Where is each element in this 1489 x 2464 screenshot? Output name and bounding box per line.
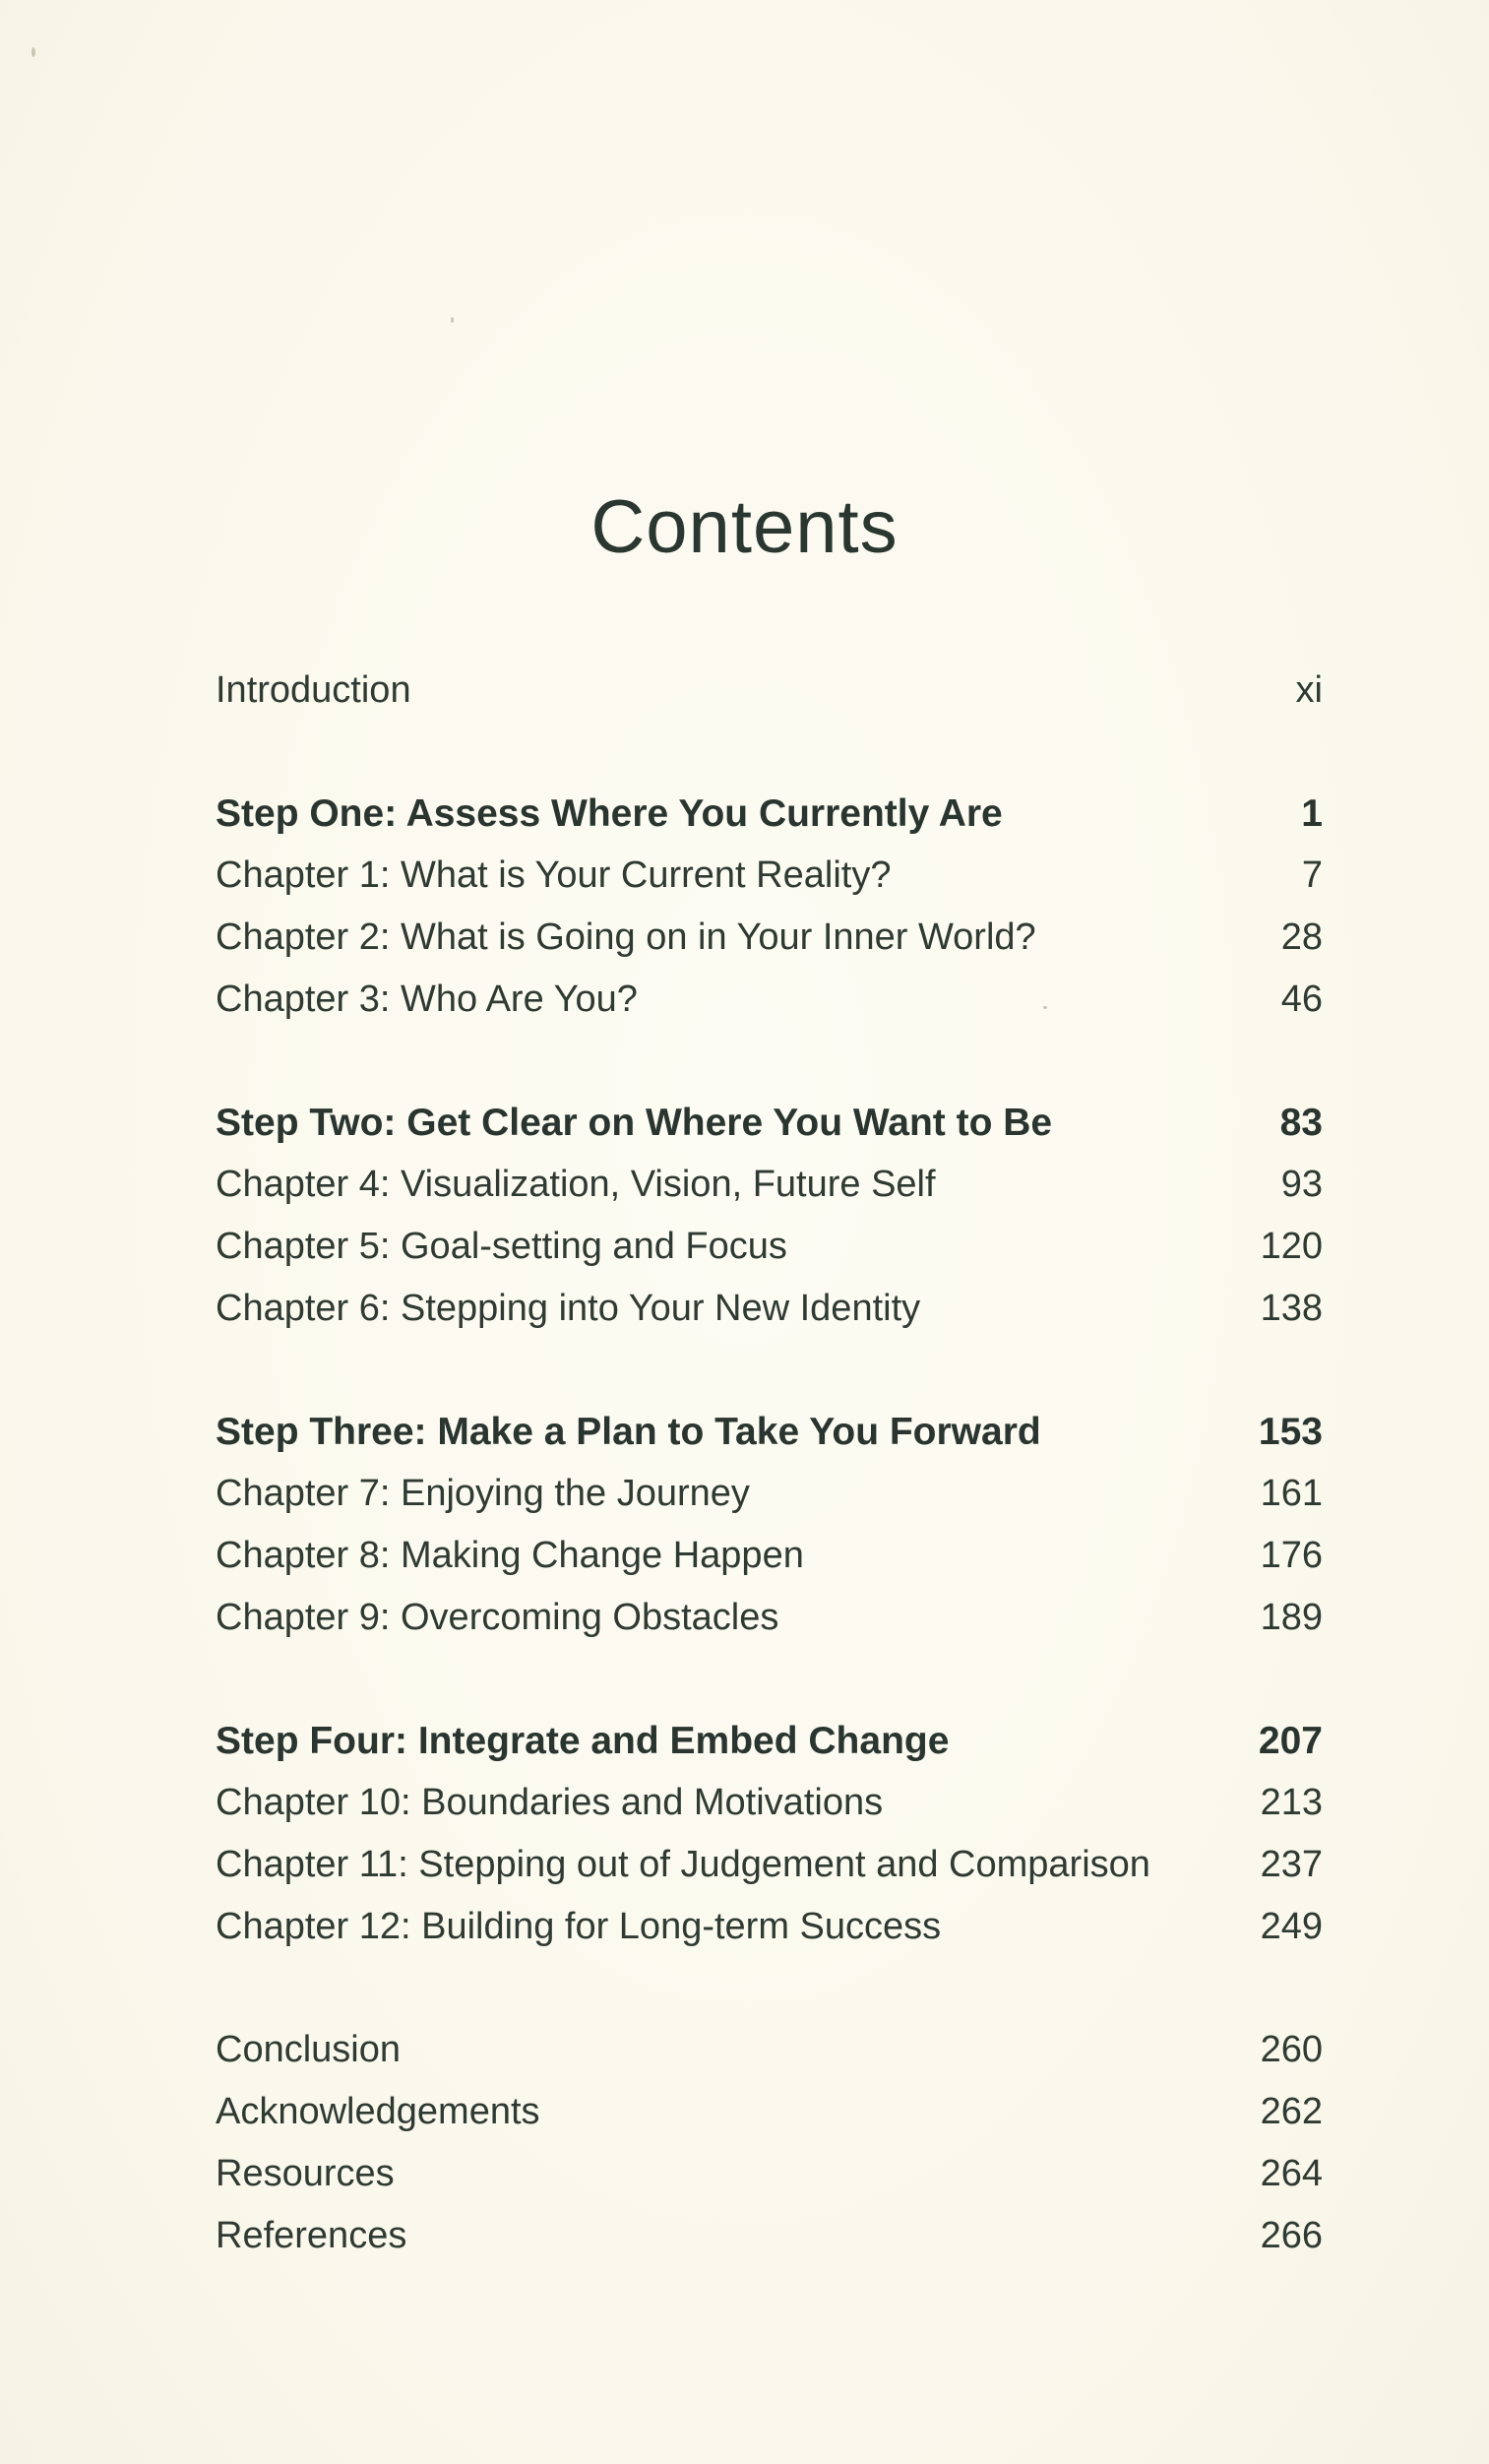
- chapter-page-number: 7: [1301, 854, 1323, 896]
- toc-chapter-entry: [216, 1772, 1323, 1834]
- toc-step-heading: [216, 1710, 1323, 1772]
- toc-chapter-entry: [216, 1587, 1323, 1649]
- chapter-page-number: 237: [1260, 1844, 1323, 1885]
- toc-step-heading: [216, 783, 1323, 845]
- step-label: Step Four: Integrate and Embed Change: [216, 1720, 950, 1762]
- entry-label: Introduction: [216, 669, 411, 711]
- step-page-number: 1: [1301, 792, 1323, 835]
- chapter-label: Chapter 2: What is Going on in Your Inner World?: [216, 916, 1036, 958]
- toc-chapter-entry: [216, 1525, 1323, 1587]
- toc-entry-acknowledgements: [216, 2081, 1323, 2143]
- toc-group-step-three: [216, 1401, 1323, 1649]
- toc-entry-references: [216, 2205, 1323, 2267]
- chapter-page-number: 28: [1280, 916, 1323, 958]
- chapter-label: Chapter 11: Stepping out of Judgement and Comparison: [216, 1844, 1150, 1885]
- toc-group-intro: [216, 660, 1323, 722]
- toc-chapter-entry: [216, 1463, 1323, 1525]
- scan-speck: [451, 317, 454, 323]
- chapter-label: Chapter 3: Who Are You?: [216, 979, 638, 1020]
- entry-label: Resources: [216, 2153, 395, 2194]
- chapter-label: Chapter 1: What is Your Current Reality?: [216, 854, 892, 896]
- chapter-label: Chapter 9: Overcoming Obstacles: [216, 1597, 779, 1638]
- chapter-label: Chapter 4: Visualization, Vision, Future Self: [216, 1164, 936, 1205]
- entry-label: References: [216, 2215, 407, 2256]
- scan-speck: [31, 47, 35, 57]
- toc-group-back-matter: [216, 2019, 1323, 2267]
- step-page-number: 207: [1258, 1720, 1323, 1762]
- toc-chapter-entry: [216, 907, 1323, 969]
- toc-entry-resources: [216, 2143, 1323, 2205]
- chapter-label: Chapter 8: Making Change Happen: [216, 1535, 804, 1576]
- chapter-page-number: 120: [1260, 1226, 1323, 1267]
- step-label: Step Three: Make a Plan to Take You Forward: [216, 1411, 1041, 1453]
- toc-chapter-entry: [216, 1216, 1323, 1278]
- toc-chapter-entry: [216, 969, 1323, 1031]
- chapter-label: Chapter 6: Stepping into Your New Identity: [216, 1288, 921, 1329]
- toc-chapter-entry: [216, 1834, 1323, 1896]
- chapter-page-number: 213: [1260, 1782, 1323, 1823]
- entry-page-number: 266: [1260, 2215, 1323, 2256]
- toc-entry-introduction: [216, 660, 1323, 722]
- toc-chapter-entry: [216, 1896, 1323, 1958]
- chapter-page-number: 189: [1260, 1597, 1323, 1638]
- entry-page-number: xi: [1295, 669, 1323, 711]
- toc-chapter-entry: [216, 1278, 1323, 1340]
- chapter-label: Chapter 12: Building for Long-term Success: [216, 1906, 942, 1947]
- toc-step-heading: [216, 1092, 1323, 1154]
- toc-chapter-entry: [216, 1154, 1323, 1216]
- step-label: Step Two: Get Clear on Where You Want to Be: [216, 1102, 1053, 1144]
- table-of-contents: [216, 660, 1323, 2328]
- entry-page-number: 264: [1260, 2153, 1323, 2194]
- chapter-label: Chapter 5: Goal-setting and Focus: [216, 1226, 787, 1267]
- chapter-label: Chapter 10: Boundaries and Motivations: [216, 1782, 884, 1823]
- entry-page-number: 262: [1260, 2091, 1323, 2132]
- chapter-page-number: 46: [1280, 979, 1323, 1020]
- entry-label: Acknowledgements: [216, 2091, 540, 2132]
- toc-chapter-entry: [216, 845, 1323, 907]
- step-page-number: 83: [1279, 1102, 1323, 1144]
- step-page-number: 153: [1258, 1411, 1323, 1453]
- chapter-page-number: 161: [1260, 1473, 1323, 1514]
- toc-entry-conclusion: [216, 2019, 1323, 2081]
- chapter-page-number: 249: [1260, 1906, 1323, 1947]
- entry-label: Conclusion: [216, 2029, 401, 2070]
- entry-page-number: 260: [1260, 2029, 1323, 2070]
- toc-step-heading: [216, 1401, 1323, 1463]
- chapter-page-number: 176: [1260, 1535, 1323, 1576]
- toc-group-step-four: [216, 1710, 1323, 1958]
- page-title: Contents: [590, 485, 899, 569]
- toc-group-step-two: [216, 1092, 1323, 1340]
- toc-group-step-one: [216, 783, 1323, 1031]
- chapter-page-number: 93: [1280, 1164, 1323, 1205]
- chapter-label: Chapter 7: Enjoying the Journey: [216, 1473, 750, 1514]
- chapter-page-number: 138: [1260, 1288, 1323, 1329]
- step-label: Step One: Assess Where You Currently Are: [216, 792, 1003, 835]
